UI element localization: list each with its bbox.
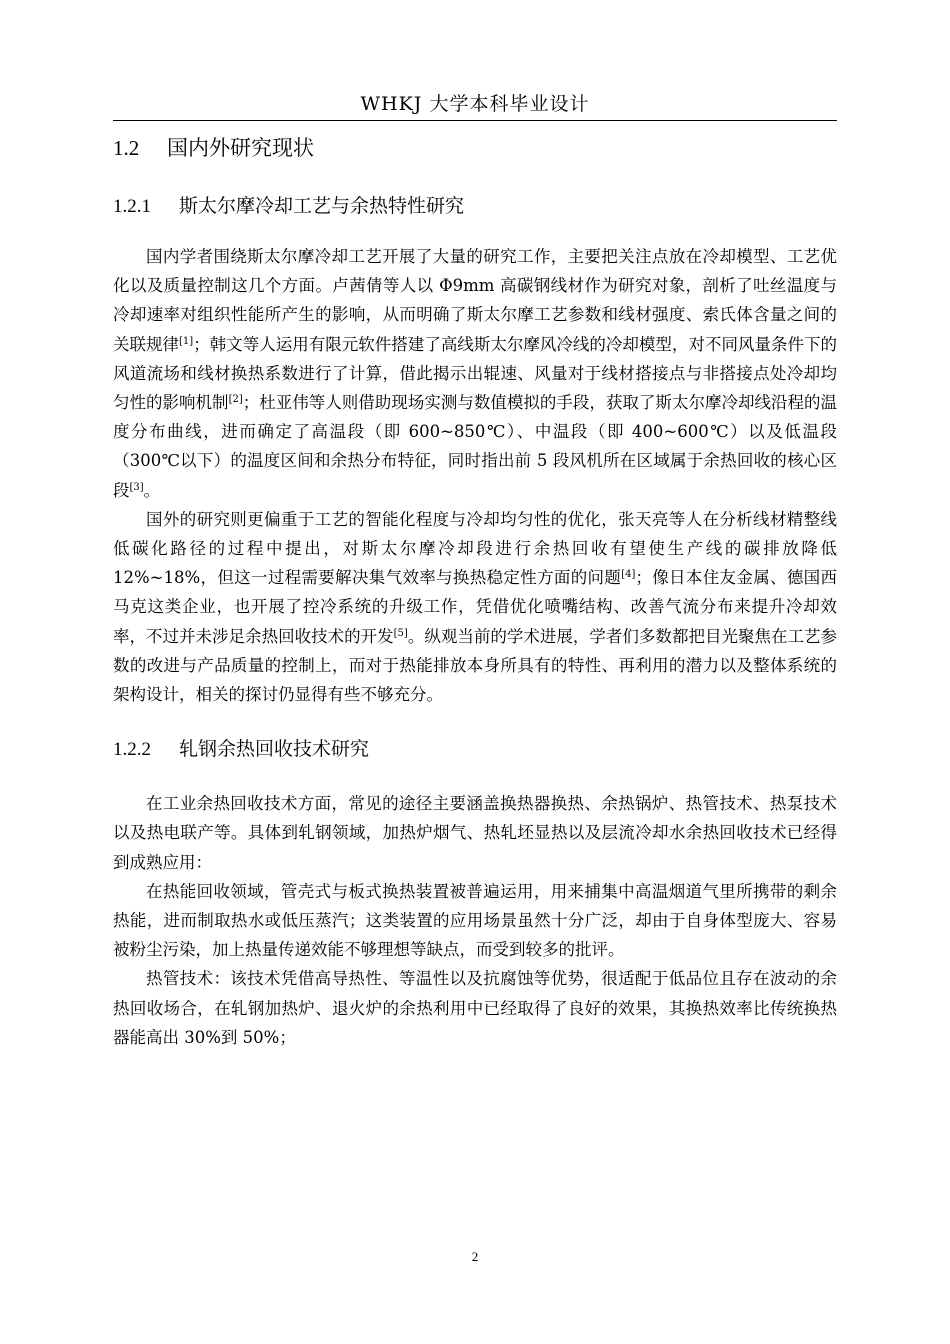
text-run: 国外的研究则更偏重于工艺的智能化程度与冷却均匀性的优化，张天亮等人在分析线材精整线低碳化路径的过程中提出，对斯太尔摩冷却段进行余热回收有望使生产线的碳排放降低 12%~18%，但这一过程需要解决集气效率与换热稳定性方面的问题 <box>113 509 837 588</box>
text-run: 。纵观当前的学术进展，学者们多数都把目光聚焦在工艺参数的改进与产品质量的控制上，而对于热能排放本身所具有的特性、再利用的潜力以及整体系统的架构设计，相关的探讨仍显得有些不够充分。 <box>113 626 838 705</box>
paragraph-waste-heat-overview: 在工业余热回收技术方面，常见的途径主要涵盖换热器换热、余热锅炉、热管技术、热泵技术以及热电联产等。具体到轧钢领域，加热炉烟气、热轧坯显热以及层流冷却水余热回收技术已经得到成熟应用： <box>113 794 837 872</box>
citation-ref-2: [2] <box>228 394 243 406</box>
header-rule <box>113 120 837 121</box>
citation-ref-4: [4] <box>621 569 636 581</box>
page-content <box>113 127 837 1052</box>
subsection-heading-2 <box>113 729 837 769</box>
section-title: 国内外研究现状 <box>167 136 314 160</box>
paragraph-domestic-research <box>113 242 837 505</box>
page-number: 2 <box>471 1249 479 1264</box>
paragraph-heat-exchanger: 在热能回收领域，管壳式与板式换热装置被普遍运用，用来捕集中高温烟道气里所携带的剩余热能，进而制取热水或低压蒸汽；这类装置的应用场景虽然十分广泛，却由于自身体型庞大、容易被粉尘污染，加上热量传递效能不够理想等缺点，而受到较多的批评。 <box>113 881 837 960</box>
subsection-title-1: 斯太尔摩冷却工艺与余热特性研究 <box>179 195 465 217</box>
paragraph-heat-pipe: 热管技术：该技术凭借高导热性、等温性以及抗腐蚀等优势，很适配于低品位且存在波动的余热回收场合，在轧钢加热炉、退火炉的余热利用中已经取得了良好的效果，其换热效率比传统换热器能高出 30%到 50%； <box>113 969 837 1047</box>
subsection-number-1: 1.2.1 <box>113 196 151 217</box>
text-run: 国内学者围绕斯太尔摩冷却工艺开展了大量的研究工作，主要把关注点放在冷却模型、工艺优化以及质量控制这几个方面。卢茜倩等人以 Φ9mm 高碳钢线材作为研究对象，剖析了吐丝温度与冷却速率对组织性能所产生的影响，从而明确了斯太尔摩工艺参数和线材强度、索氏体含量之间的关联规律 <box>113 247 837 354</box>
paragraph-foreign-research <box>113 505 837 709</box>
citation-ref-1: [1] <box>179 335 194 347</box>
page-header: WHKJ 大学本科毕业设计 <box>360 93 590 115</box>
subsection-title-2: 轧钢余热回收技术研究 <box>179 738 370 761</box>
text-run: 。 <box>143 480 161 500</box>
subsection-number-2: 1.2.2 <box>113 739 151 761</box>
subsection-heading-1 <box>113 186 837 226</box>
text-run: ；像日本住友金属、德国西马克这类企业，也开展了控冷系统的升级工作，凭借优化喷嘴结构、改善气流分布来提升冷却效率，不过并未涉足余热回收技术的开发 <box>113 568 837 646</box>
text-run: ；韩文等人运用有限元软件搭建了高线斯太尔摩风冷线的冷却模型，对不同风量条件下的风道流场和线材换热系数进行了计算，借此揭示出辊速、风量对于线材搭接点与非搭接点处冷却均匀性的影响机制 <box>113 334 837 413</box>
text-run: ；杜亚伟等人则借助现场实测与数值模拟的手段，获取了斯太尔摩冷却线沿程的温度分布曲线，进而确定了高温段（即 600~850℃）、中温段（即 400~600℃）以及低温段（300℃以下）的温度区间和余热分布特征，同时指出前 5 段风机所在区域属于余热回收的核心区段 <box>113 393 838 500</box>
citation-ref-3: [3] <box>129 481 144 493</box>
section-number: 1.2 <box>113 136 140 160</box>
section-heading <box>113 127 837 169</box>
citation-ref-5: [5] <box>393 627 408 639</box>
